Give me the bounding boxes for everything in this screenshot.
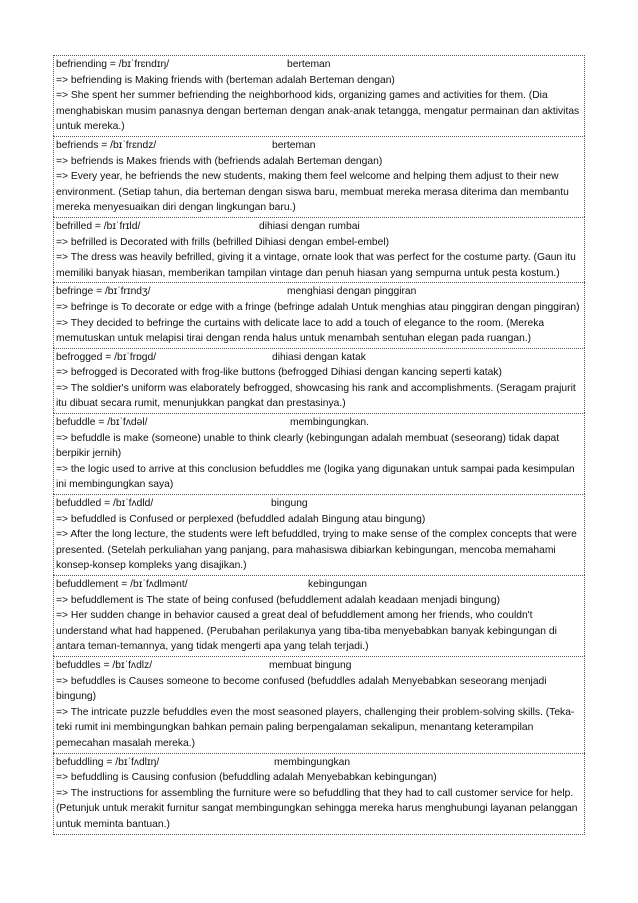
translation: berteman xyxy=(287,59,331,70)
definition: => befrogged is Decorated with frog-like buttons (befrogged Dihiasi dengan kancing seperti katak) xyxy=(56,367,502,379)
headword: befrogged = /bɪˈfrɒgd/ xyxy=(56,351,157,363)
example: => They decided to befringe the curtains with delicate lace to add a touch of elegance to the room. (Mereka memutuskan untuk melapisi tirai dengan renda halus untuk menambah sentuhan elegan pada ruangan.) xyxy=(56,317,545,345)
example: => After the long lecture, the students were left befuddled, trying to make sense of the complex concepts that were presented. (Setelah perkuliahan yang panjang, para mahasiswa dibiarkan kebingungan, mencoba memahami konsep-konsep kompleks yang disajikan.) xyxy=(56,529,577,572)
headword: befuddle = /bɪˈfʌdəl/ xyxy=(56,417,148,429)
entry-headline xyxy=(56,350,582,366)
example: => the logic used to arrive at this conclusion befuddles me (logika yang digunakan untuk sampai pada kesimpulan ini membingungkan saya) xyxy=(56,463,575,491)
example: => Her sudden change in behavior caused a great deal of befuddlement among her friends, who couldn't understand what had happened. (Perubahan perilakunya yang tiba-tiba menyebabkan banyak kebingungan di antara teman-temannya, yang tidak mengerti apa yang telah terjadi.) xyxy=(56,610,557,653)
translation: membingungkan xyxy=(274,756,351,768)
entry-headline xyxy=(56,284,582,300)
headword: befuddled = /bɪˈfʌdld/ xyxy=(56,498,154,510)
entry-headline xyxy=(56,219,582,235)
entry-befriends xyxy=(53,136,585,217)
translation: membingungkan. xyxy=(290,417,369,429)
definition: => befringe is To decorate or edge with a fringe (befringe adalah Untuk menghias atau pinggiran dengan pinggiran) xyxy=(56,301,580,313)
example: => The instructions for assembling the furniture were so befuddling that they had to call customer service for help. (Petunjuk untuk merakit furnitur sangat membingungkan sehingga mereka harus menghubungi layanan pelanggan untuk meminta bantuan.) xyxy=(56,787,578,830)
example: => She spent her summer befriending the neighborhood kids, organizing games and activities for them. (Dia menghabiskan musim panasnya dengan berteman dengan anak-anak tetangga, mengatur permainan dan aktivitas untuk mereka.) xyxy=(56,90,580,133)
entry-befuddle xyxy=(53,413,585,494)
headword: befringe = /bɪˈfrɪndʒ/ xyxy=(56,286,151,298)
entry-headline xyxy=(56,415,582,431)
definition: => befrilled is Decorated with frills (befrilled Dihiasi dengan embel-embel) xyxy=(56,236,390,248)
definition: => befuddled is Confused or perplexed (befuddled adalah Bingung atau bingung) xyxy=(56,513,426,525)
translation: membuat bingung xyxy=(269,659,352,671)
entry-befuddling xyxy=(53,753,585,835)
translation: berteman xyxy=(272,139,316,151)
definition: => befriending is Making friends with (berteman adalah Berteman dengan) xyxy=(56,74,395,86)
translation: dihiasi dengan katak xyxy=(272,351,366,363)
entry-befriending xyxy=(53,55,585,136)
translation: menghiasi dengan pinggiran xyxy=(287,286,417,298)
translation: kebingungan xyxy=(308,579,367,590)
entry-headline xyxy=(56,138,582,154)
translation: dihiasi dengan rumbai xyxy=(259,220,360,232)
entry-befrogged xyxy=(53,348,585,413)
example: => Every year, he befriends the new students, making them feel welcome and helping them adjust to their new environment. (Setiap tahun, dia berteman dengan siswa baru, membuat mereka merasa diterima dan membantu mereka menyesuaikan diri dengan lingkungan baru.) xyxy=(56,171,569,214)
entry-headline xyxy=(56,57,582,73)
headword: befuddles = /bɪˈfʌdlz/ xyxy=(56,659,153,671)
entry-befuddles xyxy=(53,656,585,753)
vocabulary-list xyxy=(53,55,585,835)
example: => The soldier's uniform was elaborately befrogged, showcasing his rank and accomplishments. (Seragam prajurit itu dibuat secara rumit, menunjukkan pangkat dan prestasinya.) xyxy=(56,382,576,410)
definition: => befuddles is Causes someone to become confused (befuddles adalah Menyebabkan seseorang menjadi bingung) xyxy=(56,675,547,703)
headword: befriends = /bɪˈfrɛndz/ xyxy=(56,139,157,151)
example: => The intricate puzzle befuddles even the most seasoned players, challenging their problem-solving skills. (Teka-teki rumit ini membingungkan bahkan pemain paling berpengalaman sekalipun, menantang keterampilan pemecahan masalah mereka.) xyxy=(56,706,575,749)
definition: => befuddlement is The state of being confused (befuddlement adalah keadaan menjadi bingung) xyxy=(56,594,501,606)
entry-headline xyxy=(56,658,582,674)
entry-headline xyxy=(56,496,582,512)
definition: => befuddling is Causing confusion (befuddling adalah Menyebabkan kebingungan) xyxy=(56,772,437,784)
entry-befringe xyxy=(53,282,585,347)
headword: befuddlement = /bɪˈfʌdlmənt/ xyxy=(56,579,188,590)
translation: bingung xyxy=(271,498,308,510)
entry-headline xyxy=(56,577,582,593)
definition: => befuddle is make (someone) unable to think clearly (kebingungan adalah membuat (seseorang) tidak dapat berpikir jernih) xyxy=(56,432,560,460)
entry-befuddlement xyxy=(53,575,585,656)
entry-befrilled xyxy=(53,217,585,282)
example: => The dress was heavily befrilled, giving it a vintage, ornate look that was perfect for the costume party. (Gaun itu memiliki banyak hiasan, memberikan tampilan vintage dan penuh hiasan yang sempurna untuk pesta kostum.) xyxy=(56,252,576,279)
entry-headline xyxy=(56,755,582,771)
entry-befuddled xyxy=(53,494,585,575)
headword: befuddling = /bɪˈfʌdlɪŋ/ xyxy=(56,756,160,768)
headword: befrilled = /bɪˈfrɪld/ xyxy=(56,220,141,232)
definition: => befriends is Makes friends with (befriends adalah Berteman dengan) xyxy=(56,155,383,167)
headword: befriending = /bɪˈfrɛndɪŋ/ xyxy=(56,59,170,70)
